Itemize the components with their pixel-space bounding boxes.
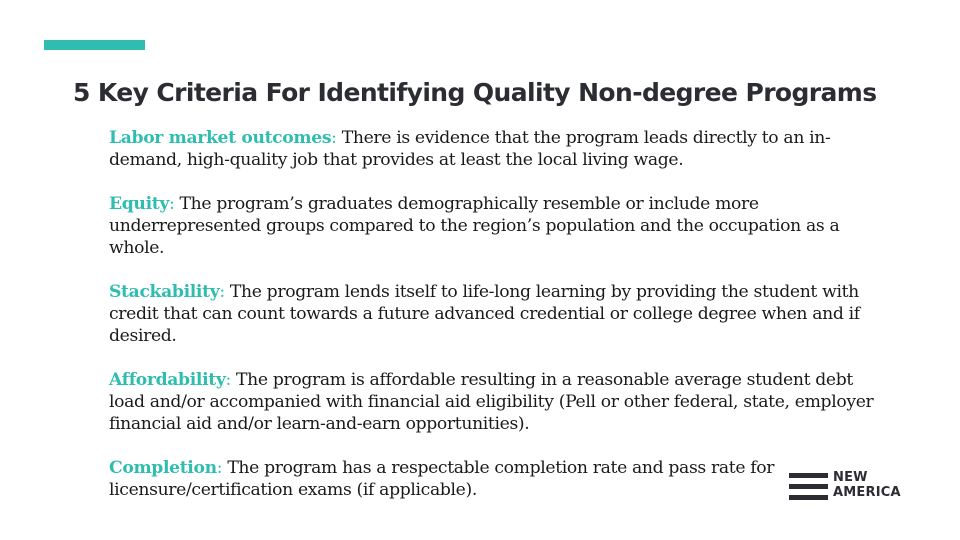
- title-accent-bar: [44, 40, 145, 50]
- criterion-name: Stackability: [109, 282, 220, 302]
- criterion-equity: [109, 193, 889, 259]
- logo-line-2: AMERICA: [833, 485, 901, 500]
- criterion-description: The program’s graduates demographically resemble or include more underrepresented groups compared to the region’s population and the occupation as a whole.: [109, 194, 840, 258]
- logo-line-1: NEW: [833, 470, 868, 485]
- criterion-separator: :: [331, 128, 337, 148]
- criterion-completion: [109, 457, 889, 501]
- logo-wordmark: [833, 470, 901, 500]
- criterion-name: Equity: [109, 194, 169, 214]
- criterion-stackability: [109, 281, 889, 347]
- criterion-name: Labor market outcomes: [109, 128, 332, 148]
- criterion-labor-market-outcomes: [109, 127, 889, 171]
- slide-title: 5 Key Criteria For Identifying Quality Non-degree Programs: [73, 78, 877, 107]
- criterion-separator: :: [219, 282, 225, 302]
- new-america-logo: [789, 470, 919, 504]
- logo-bar: [789, 473, 828, 478]
- criterion-affordability: [109, 369, 889, 435]
- criterion-description: The program has a respectable completion rate and pass rate for licensure/certification exams (if applicable).: [109, 458, 775, 500]
- logo-bar: [789, 484, 828, 489]
- logo-bar: [789, 495, 828, 500]
- three-horizontal-bars-icon: [789, 470, 828, 504]
- criterion-description: The program lends itself to life-long learning by providing the student with credit that can count towards a future advanced credential or college degree when and if desired.: [109, 282, 860, 346]
- criterion-name: Completion: [109, 458, 217, 478]
- criterion-description: There is evidence that the program leads directly to an in-demand, high-quality job that provides at least the local living wage.: [109, 128, 831, 170]
- criterion-separator: :: [216, 458, 223, 478]
- criterion-separator: :: [225, 370, 231, 390]
- criterion-name: Affordability: [109, 370, 226, 390]
- criteria-list: [109, 127, 889, 523]
- criterion-separator: :: [168, 194, 175, 214]
- criterion-description: The program is affordable resulting in a reasonable average student debt load and/or accompanied with financial aid eligibility (Pell or other federal, state, employer financial aid and/or learn-and-earn opportunities).: [109, 370, 874, 434]
